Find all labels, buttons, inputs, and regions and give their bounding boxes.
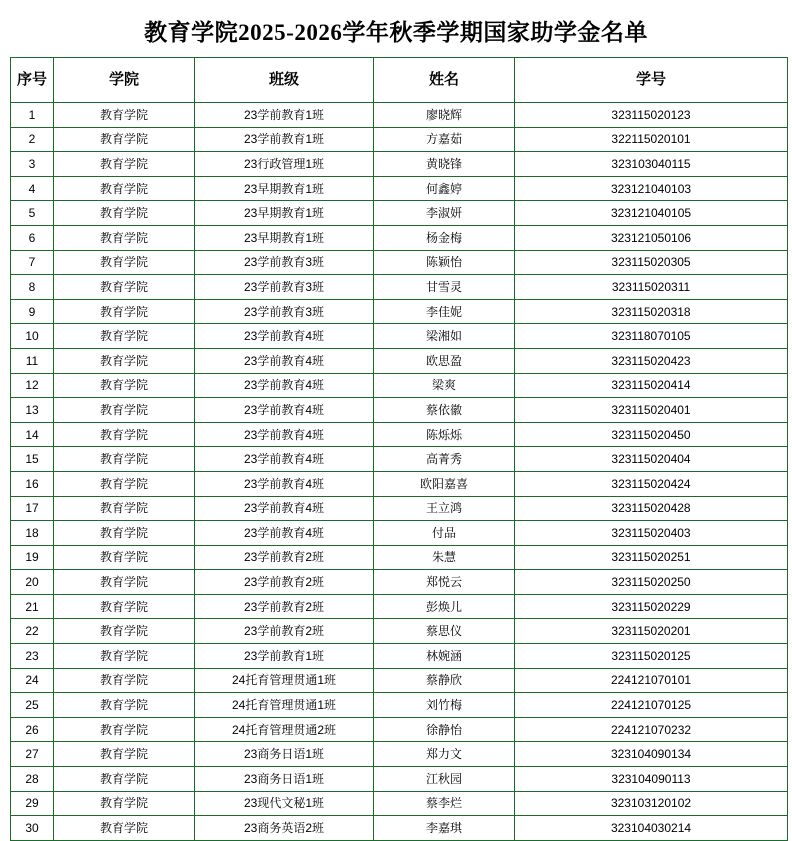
- cell-college: 教育学院: [54, 471, 195, 496]
- cell-class: 23学前教育1班: [195, 127, 374, 152]
- cell-index: 7: [11, 250, 54, 275]
- column-header-name: 姓名: [374, 58, 515, 103]
- cell-college: 教育学院: [54, 373, 195, 398]
- cell-name: 欧阳嘉喜: [374, 471, 515, 496]
- table-row: [11, 103, 788, 128]
- cell-name: 蔡依徽: [374, 398, 515, 423]
- cell-index: 9: [11, 299, 54, 324]
- table-row: [11, 496, 788, 521]
- cell-college: 教育学院: [54, 201, 195, 226]
- cell-student-id: 323115020404: [515, 447, 788, 472]
- cell-class: 23早期教育1班: [195, 225, 374, 250]
- table-row: [11, 225, 788, 250]
- cell-name: 付品: [374, 521, 515, 546]
- cell-index: 4: [11, 176, 54, 201]
- table-header-row: [11, 58, 788, 103]
- cell-student-id: 323115020229: [515, 594, 788, 619]
- table-row: [11, 471, 788, 496]
- cell-college: 教育学院: [54, 668, 195, 693]
- cell-index: 12: [11, 373, 54, 398]
- table-row: [11, 644, 788, 669]
- cell-student-id: 224121070232: [515, 717, 788, 742]
- cell-student-id: 323104030214: [515, 816, 788, 841]
- cell-name: 梁爽: [374, 373, 515, 398]
- cell-student-id: 323115020251: [515, 545, 788, 570]
- cell-name: 欧思盈: [374, 348, 515, 373]
- cell-class: 23学前教育4班: [195, 447, 374, 472]
- table-row: [11, 176, 788, 201]
- cell-name: 梁湘如: [374, 324, 515, 349]
- cell-class: 23学前教育3班: [195, 250, 374, 275]
- cell-student-id: 323115020424: [515, 471, 788, 496]
- cell-index: 11: [11, 348, 54, 373]
- cell-name: 李佳妮: [374, 299, 515, 324]
- cell-class: 23学前教育1班: [195, 103, 374, 128]
- cell-index: 18: [11, 521, 54, 546]
- cell-index: 8: [11, 275, 54, 300]
- cell-college: 教育学院: [54, 250, 195, 275]
- cell-class: 23学前教育3班: [195, 299, 374, 324]
- table-row: [11, 299, 788, 324]
- cell-student-id: 323115020250: [515, 570, 788, 595]
- column-header-index: 序号: [11, 58, 54, 103]
- cell-name: 徐静怡: [374, 717, 515, 742]
- cell-name: 蔡李烂: [374, 791, 515, 816]
- column-header-college: 学院: [54, 58, 195, 103]
- cell-index: 6: [11, 225, 54, 250]
- cell-index: 15: [11, 447, 54, 472]
- cell-name: 郑力文: [374, 742, 515, 767]
- cell-index: 14: [11, 422, 54, 447]
- cell-student-id: 224121070125: [515, 693, 788, 718]
- cell-college: 教育学院: [54, 717, 195, 742]
- column-header-student-id: 学号: [515, 58, 788, 103]
- cell-college: 教育学院: [54, 127, 195, 152]
- table-row: [11, 594, 788, 619]
- cell-class: 23学前教育2班: [195, 570, 374, 595]
- cell-name: 廖晓辉: [374, 103, 515, 128]
- cell-student-id: 323115020414: [515, 373, 788, 398]
- cell-name: 李嘉琪: [374, 816, 515, 841]
- cell-name: 方嘉茹: [374, 127, 515, 152]
- cell-class: 23学前教育2班: [195, 619, 374, 644]
- cell-student-id: 323104090113: [515, 767, 788, 792]
- page-title: 教育学院2025-2026学年秋季学期国家助学金名单: [144, 20, 648, 45]
- cell-student-id: 323115020123: [515, 103, 788, 128]
- cell-college: 教育学院: [54, 422, 195, 447]
- cell-name: 何鑫婷: [374, 176, 515, 201]
- cell-student-id: 323103040115: [515, 152, 788, 177]
- cell-student-id: 323115020401: [515, 398, 788, 423]
- cell-index: 21: [11, 594, 54, 619]
- cell-class: 23学前教育3班: [195, 275, 374, 300]
- table-row: [11, 570, 788, 595]
- cell-index: 26: [11, 717, 54, 742]
- cell-student-id: 323115020450: [515, 422, 788, 447]
- cell-index: 25: [11, 693, 54, 718]
- cell-student-id: 323115020125: [515, 644, 788, 669]
- cell-class: 23学前教育4班: [195, 324, 374, 349]
- cell-college: 教育学院: [54, 594, 195, 619]
- cell-name: 郑悦云: [374, 570, 515, 595]
- cell-index: 5: [11, 201, 54, 226]
- cell-name: 高菁秀: [374, 447, 515, 472]
- cell-student-id: 322115020101: [515, 127, 788, 152]
- table-row: [11, 545, 788, 570]
- table-row: [11, 816, 788, 841]
- cell-college: 教育学院: [54, 545, 195, 570]
- cell-college: 教育学院: [54, 275, 195, 300]
- table-row: [11, 250, 788, 275]
- cell-class: 23学前教育4班: [195, 496, 374, 521]
- table-row: [11, 324, 788, 349]
- cell-index: 29: [11, 791, 54, 816]
- cell-class: 23行政管理1班: [195, 152, 374, 177]
- cell-index: 3: [11, 152, 54, 177]
- cell-class: 23商务日语1班: [195, 742, 374, 767]
- cell-student-id: 323115020201: [515, 619, 788, 644]
- cell-name: 彭焕儿: [374, 594, 515, 619]
- cell-name: 陈颖怡: [374, 250, 515, 275]
- cell-index: 10: [11, 324, 54, 349]
- cell-index: 20: [11, 570, 54, 595]
- cell-class: 23商务日语1班: [195, 767, 374, 792]
- cell-index: 19: [11, 545, 54, 570]
- cell-college: 教育学院: [54, 570, 195, 595]
- cell-college: 教育学院: [54, 348, 195, 373]
- cell-name: 蔡思仪: [374, 619, 515, 644]
- cell-class: 23学前教育2班: [195, 594, 374, 619]
- cell-name: 李淑妍: [374, 201, 515, 226]
- cell-college: 教育学院: [54, 496, 195, 521]
- cell-college: 教育学院: [54, 767, 195, 792]
- cell-college: 教育学院: [54, 693, 195, 718]
- cell-index: 30: [11, 816, 54, 841]
- cell-index: 2: [11, 127, 54, 152]
- cell-name: 黄晓锋: [374, 152, 515, 177]
- table-row: [11, 668, 788, 693]
- table-header: [11, 58, 788, 103]
- cell-college: 教育学院: [54, 742, 195, 767]
- cell-name: 王立鸿: [374, 496, 515, 521]
- cell-college: 教育学院: [54, 176, 195, 201]
- cell-index: 28: [11, 767, 54, 792]
- cell-name: 林婉涵: [374, 644, 515, 669]
- cell-index: 16: [11, 471, 54, 496]
- column-header-class: 班级: [195, 58, 374, 103]
- table-row: [11, 742, 788, 767]
- cell-student-id: 323115020423: [515, 348, 788, 373]
- cell-name: 杨金梅: [374, 225, 515, 250]
- cell-class: 23学前教育1班: [195, 644, 374, 669]
- cell-index: 22: [11, 619, 54, 644]
- cell-index: 17: [11, 496, 54, 521]
- cell-student-id: 323115020305: [515, 250, 788, 275]
- cell-class: 23早期教育1班: [195, 176, 374, 201]
- cell-name: 陈烁烁: [374, 422, 515, 447]
- cell-student-id: 323115020311: [515, 275, 788, 300]
- cell-college: 教育学院: [54, 225, 195, 250]
- table-row: [11, 422, 788, 447]
- cell-class: 24托育管理贯通1班: [195, 668, 374, 693]
- cell-student-id: 323121040103: [515, 176, 788, 201]
- cell-class: 23学前教育2班: [195, 545, 374, 570]
- cell-student-id: 323121040105: [515, 201, 788, 226]
- cell-name: 刘竹梅: [374, 693, 515, 718]
- cell-college: 教育学院: [54, 619, 195, 644]
- cell-index: 27: [11, 742, 54, 767]
- cell-student-id: 323104090134: [515, 742, 788, 767]
- cell-class: 23学前教育4班: [195, 398, 374, 423]
- table-row: [11, 767, 788, 792]
- table-row: [11, 619, 788, 644]
- cell-college: 教育学院: [54, 398, 195, 423]
- cell-college: 教育学院: [54, 324, 195, 349]
- table-row: [11, 348, 788, 373]
- table-row: [11, 521, 788, 546]
- cell-student-id: 323115020318: [515, 299, 788, 324]
- table-row: [11, 275, 788, 300]
- cell-class: 24托育管理贯通1班: [195, 693, 374, 718]
- cell-student-id: 323118070105: [515, 324, 788, 349]
- table-body: [11, 103, 788, 841]
- cell-class: 23学前教育4班: [195, 422, 374, 447]
- cell-class: 23学前教育4班: [195, 348, 374, 373]
- cell-college: 教育学院: [54, 103, 195, 128]
- cell-class: 23早期教育1班: [195, 201, 374, 226]
- cell-college: 教育学院: [54, 152, 195, 177]
- cell-college: 教育学院: [54, 791, 195, 816]
- cell-name: 江秋园: [374, 767, 515, 792]
- cell-name: 蔡静欣: [374, 668, 515, 693]
- roster-table: [10, 57, 788, 841]
- cell-class: 24托育管理贯通2班: [195, 717, 374, 742]
- cell-class: 23学前教育4班: [195, 471, 374, 496]
- cell-name: 甘雪灵: [374, 275, 515, 300]
- cell-college: 教育学院: [54, 521, 195, 546]
- cell-college: 教育学院: [54, 816, 195, 841]
- table-row: [11, 127, 788, 152]
- table-row: [11, 398, 788, 423]
- table-row: [11, 791, 788, 816]
- table-row: [11, 152, 788, 177]
- cell-index: 24: [11, 668, 54, 693]
- table-row: [11, 717, 788, 742]
- cell-index: 1: [11, 103, 54, 128]
- cell-class: 23商务英语2班: [195, 816, 374, 841]
- cell-class: 23现代文秘1班: [195, 791, 374, 816]
- cell-student-id: 323115020403: [515, 521, 788, 546]
- cell-class: 23学前教育4班: [195, 373, 374, 398]
- table-row: [11, 447, 788, 472]
- table-row: [11, 693, 788, 718]
- cell-student-id: 323103120102: [515, 791, 788, 816]
- cell-college: 教育学院: [54, 644, 195, 669]
- cell-student-id: 224121070101: [515, 668, 788, 693]
- cell-name: 朱慧: [374, 545, 515, 570]
- cell-student-id: 323115020428: [515, 496, 788, 521]
- cell-college: 教育学院: [54, 299, 195, 324]
- cell-index: 13: [11, 398, 54, 423]
- cell-class: 23学前教育4班: [195, 521, 374, 546]
- table-row: [11, 201, 788, 226]
- table-row: [11, 373, 788, 398]
- cell-student-id: 323121050106: [515, 225, 788, 250]
- cell-college: 教育学院: [54, 447, 195, 472]
- cell-index: 23: [11, 644, 54, 669]
